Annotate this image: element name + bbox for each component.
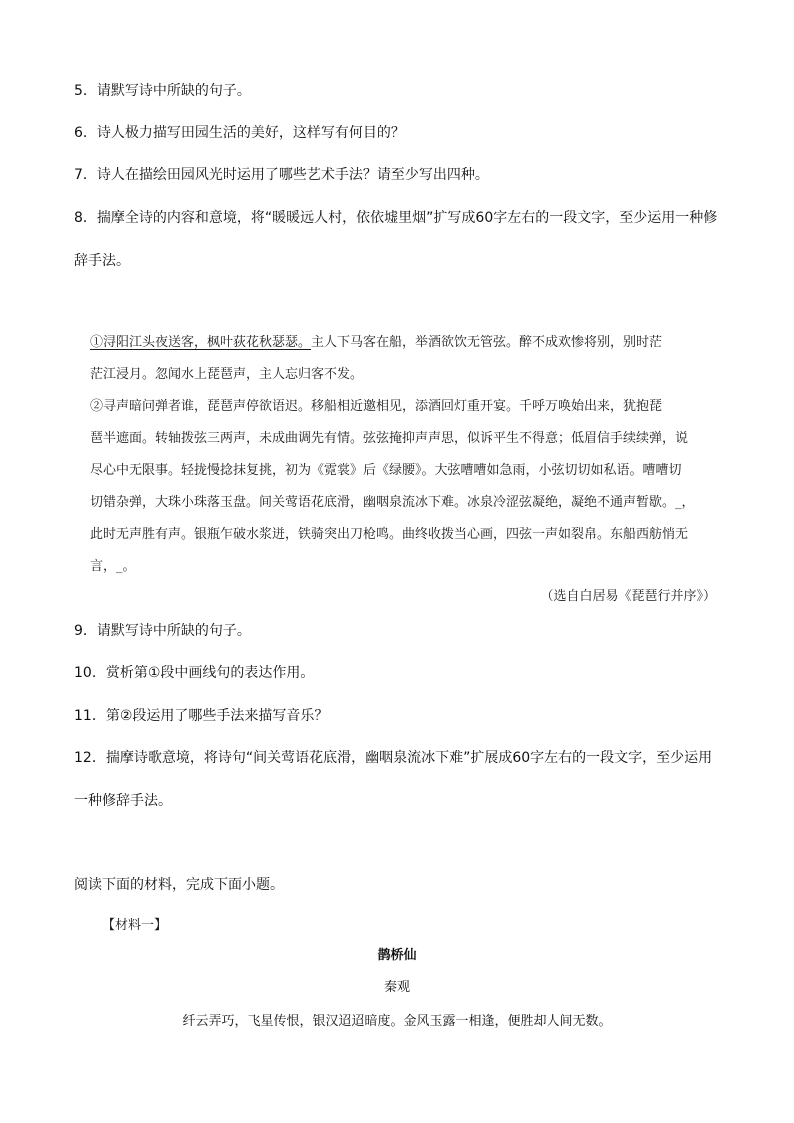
question-12: 12．揣摩诗歌意境，将诗句“间关莺语花底滑，幽咽泉流冰下难”扩展成60字左右的一段文字，至少运用 xyxy=(74,750,713,766)
material-label: 【材料一】 xyxy=(102,918,168,933)
poem-line-1: 纤云弄巧，飞星传恨，银汉迢迢暗度。金风玉露一相逢，便胜却人间无数。 xyxy=(182,1014,612,1029)
poem-author: 秦观 xyxy=(383,980,410,995)
question-10: 10．赏析第①段中画线句的表达作用。 xyxy=(74,665,315,681)
passage-paragraph-2-line-1: ②寻声暗问弹者谁，琵琶声停欲语迟。移船相近邀相见，添酒回灯重开宴。千呼万唤始出来，犹抱琵 xyxy=(90,399,663,414)
underlined-sentence: ①浔阳江头夜送客，枫叶荻花秋瑟瑟。 xyxy=(90,335,312,350)
question-12-continued: 一种修辞手法。 xyxy=(74,793,172,809)
reading-instruction: 阅读下面的材料，完成下面小题。 xyxy=(74,877,284,893)
question-7: 7．诗人在描绘田园风光时运用了哪些艺术手法？请至少写出四种。 xyxy=(74,167,489,183)
poem-title: 鹊桥仙 xyxy=(377,948,417,963)
question-8: 8．揣摩全诗的内容和意境，将“暖暖远人村，依依墟里烟”扩写成60字左右的一段文字，至少运用一种修 xyxy=(74,210,718,226)
passage-paragraph-2-line-2: 琶半遮面。转轴拨弦三两声，未成曲调先有情。弦弦掩抑声声思，似诉平生不得意；低眉信手续续弹，说 xyxy=(90,431,689,446)
question-11: 11．第②段运用了哪些手法来描写音乐？ xyxy=(74,708,329,724)
question-5: 5．请默写诗中所缺的句子。 xyxy=(74,83,251,99)
question-9: 9．请默写诗中所缺的句子。 xyxy=(74,623,251,639)
passage-paragraph-2-line-6: 言，_。 xyxy=(90,559,136,574)
passage-paragraph-2-line-3: 尽心中无限事。轻拢慢捻抹复挑，初为《霓裳》后《绿腰》。大弦嘈嘈如急雨，小弦切切如私语。嘈嘈切 xyxy=(90,463,682,478)
passage-source: （选自白居易《琵琶行并序》） xyxy=(540,589,716,604)
question-6: 6．诗人极力描写田园生活的美好，这样写有何目的？ xyxy=(74,125,405,141)
passage-paragraph-2-line-4: 切错杂弹，大珠小珠落玉盘。间关莺语花底滑，幽咽泉流冰下难。冰泉冷涩弦凝绝，凝绝不通声暂歇。_， xyxy=(90,495,695,510)
passage-paragraph-1-line-2: 茫江浸月。忽闻水上琵琶声，主人忘归客不发。 xyxy=(90,367,364,382)
passage-paragraph-1-line-1 xyxy=(90,331,662,350)
question-8-continued: 辞手法。 xyxy=(74,253,130,269)
passage-paragraph-2-line-5: 此时无声胜有声。银瓶乍破水浆迸，铁骑突出刀枪鸣。曲终收拨当心画，四弦一声如裂帛。东船西舫悄无 xyxy=(90,527,689,542)
paragraph-1-rest: 主人下马客在船，举酒欲饮无管弦。醉不成欢惨将别，别时茫 xyxy=(311,335,663,350)
